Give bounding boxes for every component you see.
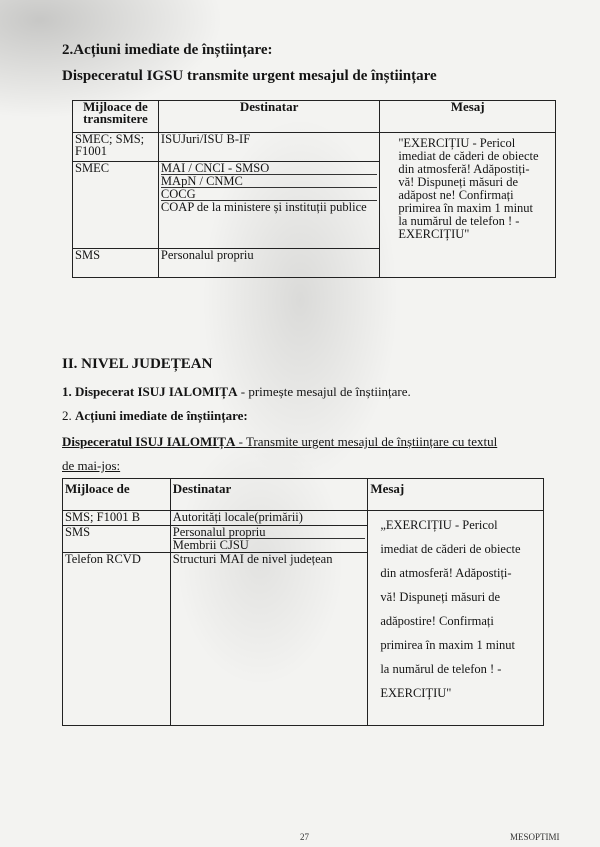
destinatar-item: COAP de la ministere și instituții publice — [160, 200, 367, 214]
item-1-number: 1. — [62, 384, 72, 399]
message-text — [382, 133, 553, 241]
destinatar-item: MApN / CNMC — [161, 175, 377, 188]
message-text — [370, 511, 541, 705]
message-line: din atmosferă! Adăpostiți- — [380, 566, 512, 580]
header-destinatar: Destinatar — [170, 479, 368, 511]
message-line: adăpost ne! Confirmați — [398, 188, 514, 202]
message-line: EXERCIȚIU" — [398, 227, 470, 241]
destinatar-item: COCG — [161, 188, 377, 201]
destinatar-item: Personalul propriu — [160, 248, 254, 262]
cell-mijloace: SMS; F1001 B — [63, 511, 171, 526]
cell-destinatar — [158, 133, 379, 162]
item-1-bold: Dispecerat ISUJ IALOMIȚA — [75, 384, 238, 399]
header-mijloace: Mijloace de transmitere — [73, 101, 159, 133]
message-line: din atmosferă! Adăpostiți- — [398, 162, 530, 176]
item-1-text: - primește mesajul de înștiințare. — [237, 384, 411, 399]
item-2-number: 2. — [62, 408, 72, 423]
instruction-line-2: de mai-jos: — [62, 458, 121, 473]
cell-mijloace: SMEC; SMS; F1001 — [73, 133, 159, 162]
section-heading: 2.Acțiuni imediate de înștiințare: — [62, 42, 273, 58]
item-1 — [62, 384, 411, 400]
instruction-bold: Dispeceratul ISUJ IALOMIȚA — [62, 434, 236, 449]
message-line: la numărul de telefon ! - — [380, 662, 502, 676]
table-igsu — [72, 100, 556, 278]
message-line: imediat de căderi de obiecte — [380, 542, 521, 556]
cell-destinatar — [170, 553, 368, 726]
header-destinatar: Destinatar — [158, 101, 379, 133]
message-line: EXERCIȚIU" — [380, 686, 452, 700]
cell-mesaj — [368, 511, 544, 726]
message-line: imediat de căderi de obiecte — [398, 149, 539, 163]
destinatar-item: MAI / CNCI - SMSO — [161, 162, 377, 175]
destinatar-item: Structuri MAI de nivel județean — [172, 552, 333, 566]
cell-mijloace: SMS — [63, 526, 171, 553]
cell-destinatar — [158, 162, 379, 249]
instruction-line-1 — [62, 434, 497, 450]
destinatar-item: Autorități locale(primării) — [172, 510, 303, 524]
cell-mijloace: SMS — [73, 249, 159, 278]
message-line: "EXERCIȚIU - Pericol — [398, 136, 516, 150]
item-2-text: Acțiuni imediate de înștiințare: — [75, 408, 248, 423]
message-line: primirea în maxim 1 minut — [398, 201, 534, 215]
message-line: vă! Dispuneți măsuri de — [380, 590, 501, 604]
cell-destinatar — [170, 511, 368, 526]
cell-destinatar — [170, 526, 368, 553]
item-2 — [62, 408, 248, 424]
cell-destinatar — [158, 249, 379, 278]
section-subheading: Dispeceratul IGSU transmite urgent mesajul de înștiințare — [62, 68, 437, 84]
destinatar-item: ISUJuri/ISU B-IF — [160, 132, 251, 146]
message-line: primirea în maxim 1 minut — [380, 638, 516, 652]
header-mesaj: Mesaj — [380, 101, 556, 133]
table-row — [63, 511, 544, 526]
instruction-text: - Transmite urgent mesajul de înștiințare cu textul — [235, 434, 498, 449]
table-header-row — [63, 479, 544, 511]
message-line: vă! Dispuneți măsuri de — [398, 175, 519, 189]
section-title: II. NIVEL JUDEȚEAN — [62, 356, 213, 372]
message-line: „EXERCIȚIU - Pericol — [380, 518, 498, 532]
table-row — [73, 133, 556, 162]
table-header-row — [73, 101, 556, 133]
header-mijloace: Mijloace de — [63, 479, 171, 511]
message-line: adăpostire! Confirmați — [380, 614, 494, 628]
cell-mijloace: SMEC — [73, 162, 159, 249]
destinatar-item: Personalul propriu — [173, 526, 366, 539]
table-isuj — [62, 478, 544, 726]
destinatar-item: Membrii CJSU — [172, 538, 249, 552]
footer-mark: MESOPTIMI — [510, 832, 560, 842]
page-number: 27 — [300, 832, 309, 842]
header-mesaj: Mesaj — [368, 479, 544, 511]
message-line: la numărul de telefon ! - — [398, 214, 520, 228]
cell-mijloace: Telefon RCVD — [63, 553, 171, 726]
cell-mesaj — [380, 133, 556, 278]
